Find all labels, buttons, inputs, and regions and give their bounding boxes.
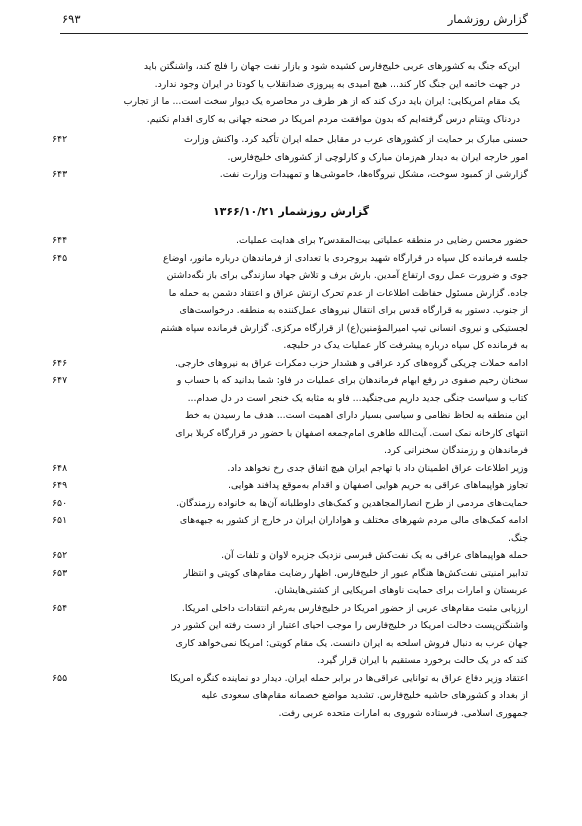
list-item [52,495,528,513]
text-line: جهان عرب به دنبال فروش اسلحه به ایران دانست. یک مقام کویتی: امریکا نمی‌خواهد کاری [175,637,528,649]
list-item [52,460,528,478]
list-item [52,565,528,600]
text-line: انتهای کارخانه نمک است. آیت‌الله طاهری امام‌جمعه اصفهان با حضور در قرارگاه کربلا برای [175,427,528,439]
text-line: ادامه کمک‌های مالی مردم شهرهای مختلف و هواداران ایران در خارج از کشور به جبهه‌های [179,515,528,526]
text-line: حضور محسن رضایی در منطقه عملیاتی بیت‌المقدس۲ برای هدایت عملیات. [236,235,528,246]
page-header [62,12,528,32]
text-line: حمله هواپیماهای عراقی به یک نفت‌کش قبرسی نزدیک جزیره لاوان و تلفات آن. [221,550,528,561]
text-line: جمهوری اسلامی. فرستاده شوروی به امارات متحده عربی رفت. [278,707,528,719]
text-line: فرماندهان و رزمندگان سخنرانی کرد. [384,445,528,456]
list-item [52,166,528,184]
text-line: تجاوز هواپیماهای عراقی به حریم هوایی اصفهان و اقدام به‌موقع پدافند هوایی. [228,480,528,491]
text-line: سخنان رحیم صفوی در رفع ابهام فرماندهان برای عملیات در فاو: شما بدانید که با حساب و [176,375,528,386]
text-line: جنگ. [508,532,528,544]
header-rule [60,33,528,34]
text-line: جلسه فرمانده کل سپاه در قرارگاه شهید بروجردی با تعدادی از فرماندهان درباره مانور، اوضاع [163,252,528,264]
page-number: ۶۹۳ [62,12,81,26]
entry-number: ۶۵۱ [52,515,68,526]
list-item [52,600,528,670]
entry-text [104,131,528,166]
text-line: تدابیر امنیتی نفت‌کش‌ها هنگام عبور از خلیج‌فارس. اظهار رضایت مقام‌های کویتی و انتظار [183,567,528,579]
entry-number: ۶۴۵ [52,252,68,264]
list-item [52,372,528,460]
list-item [52,131,528,166]
intro-paragraph [84,58,520,128]
entry-number: ۶۵۳ [52,567,68,579]
text-line: از جنوب. دستور به قرارگاه قدس برای انتقال نیروهای عمل‌کننده به منطقه. درخواست‌های [179,305,528,316]
section-title: گزارش روزشمار ۱۳۶۶/۱۰/۲۱ [212,205,370,218]
entry-text [104,372,528,460]
entry-number: ۶۴۶ [52,357,68,369]
entry-text [104,166,528,184]
text-line: جاده. گزارش مسئول حفاظت اطلاعات از عدم تحرک ارتش عراق و اعتقاد دشمن به حمله ما [168,287,528,299]
text-line: امور خارجه ایران به دیدار هم‌زمان مبارک و کارلوچی از کشورهای خلیج‌فارس. [227,151,528,163]
list-item [52,477,528,495]
text-line: حمایت‌های مردمی از طرح انصارالمجاهدین و کمک‌های داوطلبانه آن‌ها به خانواده رزمندگان. [176,497,528,509]
entry-text [104,232,528,250]
entry-text [104,355,528,373]
entry-number: ۶۴۹ [52,480,68,491]
list-item [52,547,528,565]
entry-text [104,512,528,547]
text-line: حسنی مبارک بر حمایت از کشورهای عرب در مقابل حمله ایران تأکید کرد. واکنش وزارت [184,134,528,145]
text-line: جوی و ضرورت عمل روی ارتفاع آمدین. بارش برف و تلاش جهاد سازندگی برای باز نگه‌داشتن [166,270,528,281]
entry-text [104,670,528,723]
text-line: اعتقاد وزیر دفاع عراق به توانایی عراقی‌ها در برابر حمله ایران. دیدار دو نماینده کنگره امریکا [170,672,528,684]
text-line: وزیر اطلاعات عراق اطمینان داد با تهاجم ایران هیچ اتفاق جدی رخ نخواهد داد. [227,462,528,474]
list-item [52,250,528,355]
text-line: این‌که جنگ به کشورهای عربی خلیج‌فارس کشیده شود و بازار نفت جهان را فلج کند، واشنگتن باید [143,61,520,72]
list-item [52,512,528,547]
running-title: گزارش روزشمار [447,12,528,26]
entry-text [104,460,528,478]
list-item [52,232,528,250]
text-line: یک مقام امریکایی: ایران باید درک کند که از هر طرف در محاصره یک دیوار سخت است... ما از تجارب [123,96,520,107]
entry-number: ۶۴۴ [52,235,68,246]
text-line: لجستیکی و نیروی انسانی تیپ امیرالمؤمنین(ع) از قرارگاه مرکزی. گزارش فرمانده سپاه هشتم [160,322,528,334]
text-line: به فرمانده کل سپاه درباره پیشرفت کار عملیات یدک در حلبچه. [283,340,528,351]
text-line: این منطقه به لحاظ نظامی و سیاسی بسیار دارای اهمیت است... هدف ما رسیدن به خط [184,410,528,421]
list-item [52,355,528,373]
entry-number: ۶۴۷ [52,375,68,386]
text-line: کند که در یک حالت برخورد مستقیم با ایران قرار گیرد. [317,655,528,666]
entry-text [104,250,528,355]
entry-number: ۶۴۳ [52,169,68,180]
entry-number: ۶۵۲ [52,550,68,561]
text-line: از بغداد و کشورهای حاشیه خلیج‌فارس. تشدید مواضع خصمانه مقام‌های سعودی علیه [201,690,528,701]
entry-text [104,495,528,513]
entry-number: ۶۵۵ [52,672,68,684]
entry-text [104,547,528,565]
text-line: کتاب و سیاست جنگی جدید داریم می‌جنگید... فاو به مثابه یک خنجر است در دل صدام... [187,392,528,404]
list-item [52,670,528,723]
entry-number: ۶۵۰ [52,497,68,509]
entry-text [104,600,528,670]
entry-number: ۶۴۲ [52,134,68,145]
text-line: دردناک ویتنام درس گرفته‌ایم که بدون موافقت مردم امریکا در صحنه جهانی به کاری اقدام نکنیم. [146,113,520,125]
entry-text [104,565,528,600]
entry-number: ۶۵۴ [52,602,68,614]
text-line: عربستان و امارات برای حمایت ناوهای امریکایی از کشتی‌هایشان. [274,585,528,596]
text-line: واشنگتن‌پست دخالت امریکا در خلیج‌فارس را موجب احیای اعتبار از دست رفته این کشور در [171,620,528,631]
text-line: گزارشی از کمبود سوخت، مشکل نیروگاه‌ها، خاموشی‌ها و تمهیدات وزارت نفت. [219,169,528,180]
text-line: ارزیابی مثبت مقام‌های عربی از حضور امریکا در خلیج‌فارس به‌رغم انتقادات داخلی امریکا. [181,602,528,614]
entry-number: ۶۴۸ [52,462,68,474]
text-line: در جهت خاتمه این جنگ کار کند... هیچ امیدی به پیروزی ضدانقلاب یا کودتا در ایران وجود ندارد. [154,78,520,90]
entry-text [104,477,528,495]
text-line: ادامه حملات چریکی گروه‌های کرد عراقی و هشدار حزب دمکرات عراق به نیروهای خارجی. [174,357,528,369]
